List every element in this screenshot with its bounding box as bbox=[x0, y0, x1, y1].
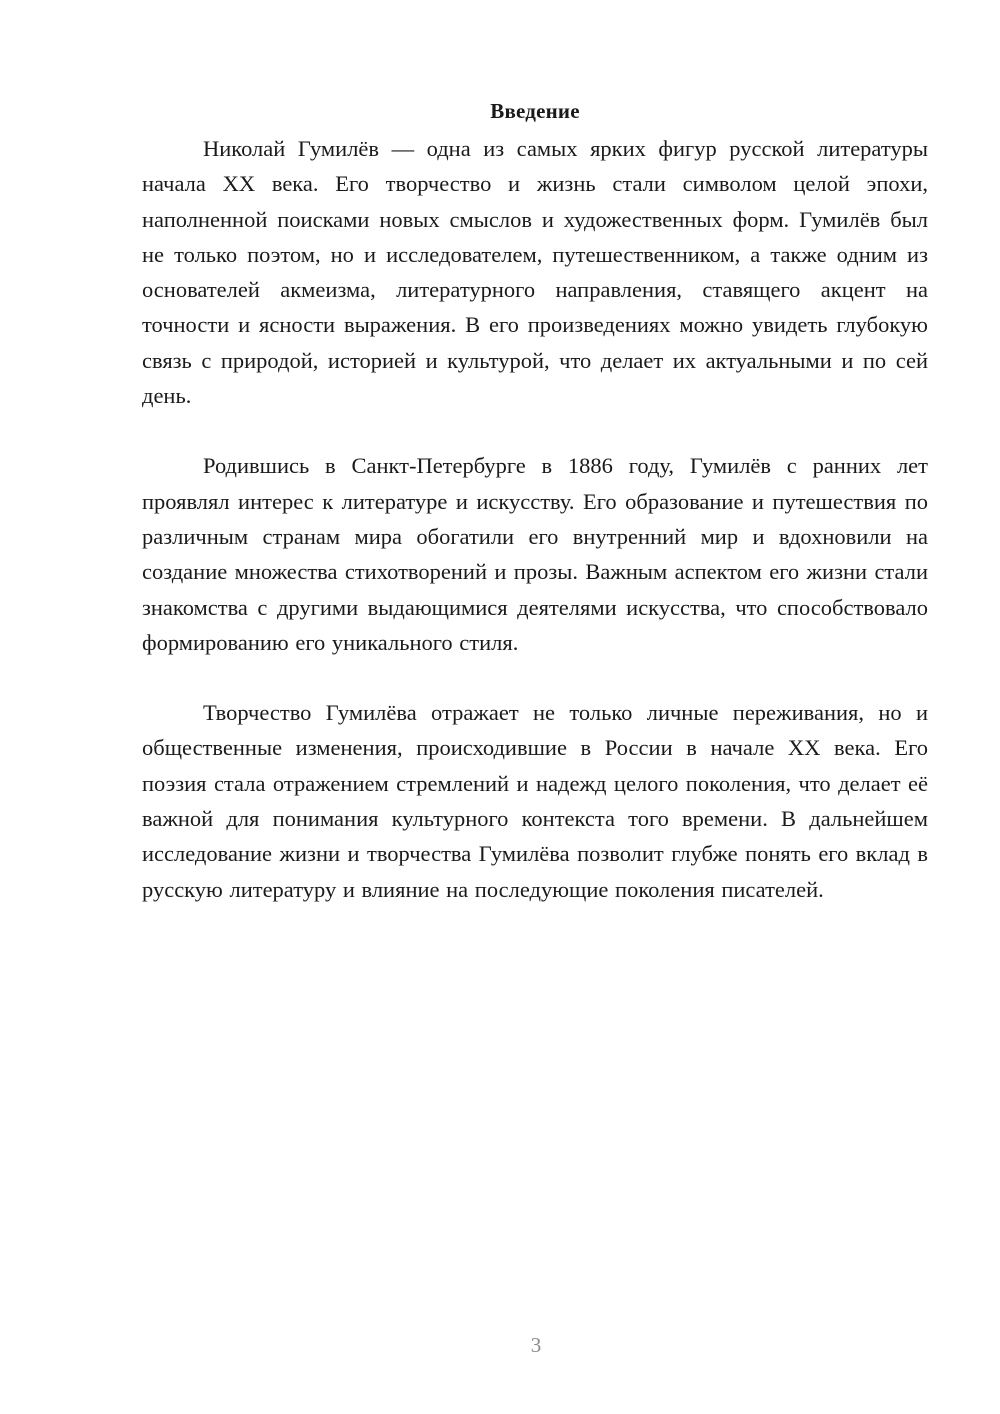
paragraph-2: Родившись в Санкт-Петербурге в 1886 году, Гумилёв с ранних лет проявлял интерес к литературе и искусству. Его образование и путешествия по различным странам мира обогатили его внутренний мир и вдохновили на создание множества стихотворений и прозы. Важным аспектом его жизни стали знакомства с другими выдающимися деятелями искусства, что способствовало формированию его уникального стиля. bbox=[142, 453, 928, 655]
section-title: Введение bbox=[490, 99, 580, 123]
page-number: 3 bbox=[530, 1333, 542, 1357]
paragraph-3: Творчество Гумилёва отражает не только личные переживания, но и общественные изменения, происходившие в России в начале XX века. Его поэзия стала отражением стремлений и надежд целого поколения, что делает её важной для понимания культурного контекста того времени. В дальнейшем исследование жизни и творчества Гумилёва позволит глубже понять его вклад в русскую литературу и влияние на последующие поколения писателей. bbox=[142, 700, 928, 902]
page-content bbox=[142, 92, 928, 942]
paragraph-1: Николай Гумилёв — одна из самых ярких фигур русской литературы начала XX века. Его творчество и жизнь стали символом целой эпохи, наполненной поисками новых смыслов и художественных форм. Гумилёв был не только поэтом, но и исследователем, путешественником, а также одним из основателей акмеизма, литературного направления, ставящего акцент на точности и ясности выражения. В его произведениях можно увидеть глубокую связь с природой, историей и культурой, что делает их актуальными и по сей день. bbox=[142, 136, 928, 409]
